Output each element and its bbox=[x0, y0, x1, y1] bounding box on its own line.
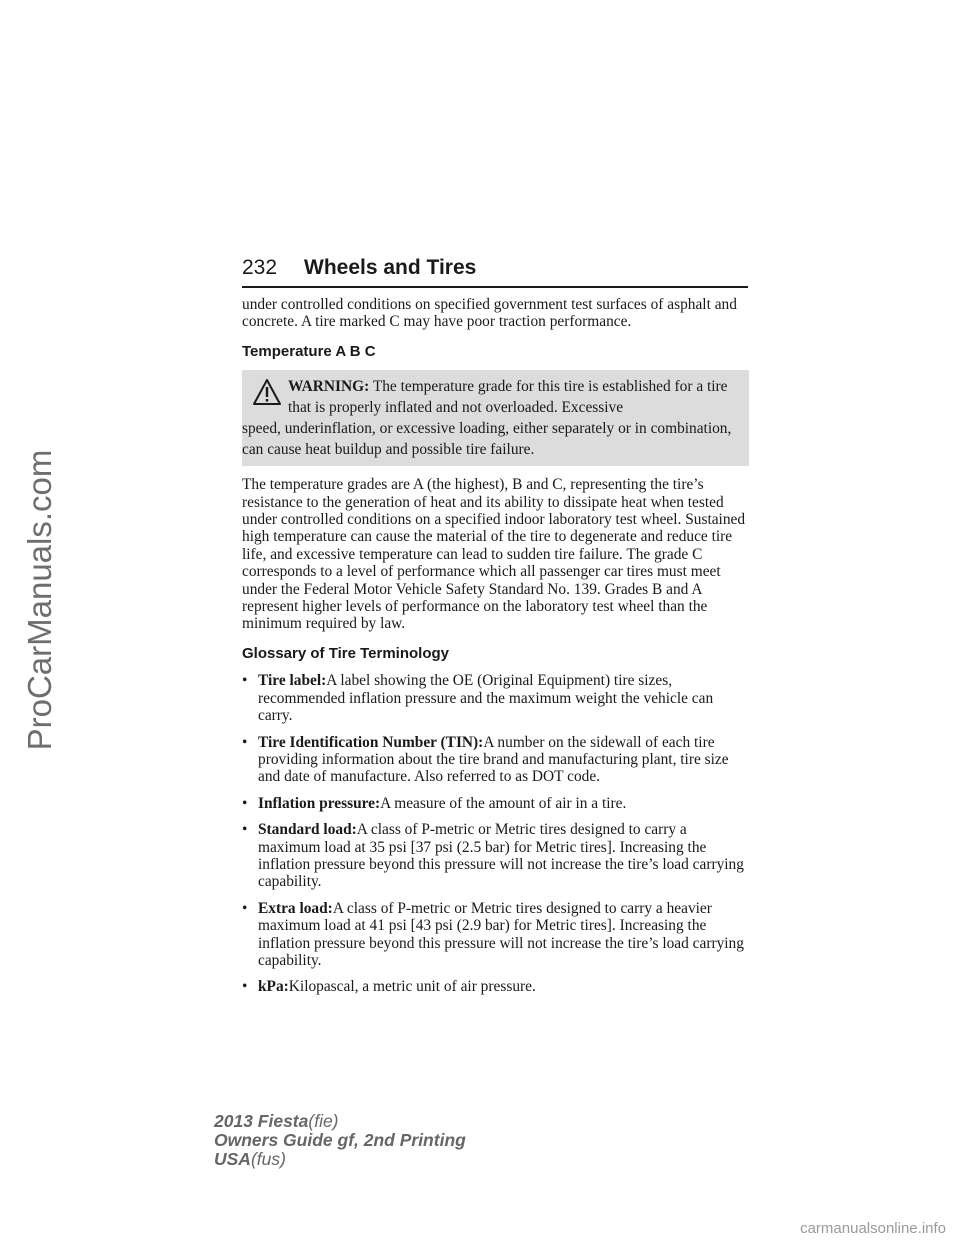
footer-model: 2013 Fiesta bbox=[214, 1111, 309, 1131]
glossary-heading: Glossary of Tire Terminology bbox=[242, 644, 449, 662]
watermark: ProCarManuals.com bbox=[21, 449, 58, 751]
page-number: 232 bbox=[242, 256, 278, 279]
warning-first-lines bbox=[242, 376, 743, 418]
glossary-term: Tire Identification Number (TIN): bbox=[258, 733, 484, 751]
glossary-term: Extra load: bbox=[258, 899, 333, 917]
footer-market-code: (fus) bbox=[250, 1149, 286, 1169]
footer-line-2: Owners Guide gf, 2nd Printing bbox=[214, 1130, 466, 1150]
glossary-definition: A class of P-metric or Metric tires designed to carry a maximum load at 35 psi [37 psi (2.5 bar) for Metric tires]. Increasing the inflation pressure beyond this pressure will not increase the tire’s load carrying capability. bbox=[258, 821, 744, 891]
glossary-definition: A number on the sidewall of each tire providing information about the tire brand and manufacturing plant, tire size and date of manufacture. Also referred to as DOT code. bbox=[258, 733, 729, 786]
glossary-term: Inflation pressure: bbox=[258, 794, 381, 812]
footer-line-3 bbox=[214, 1150, 466, 1169]
list-item bbox=[242, 734, 749, 786]
temperature-body: The temperature grades are A (the highest), B and C, representing the tire’s resistance to the generation of heat and its ability to dissipate heat when tested under controlled conditions on a specified indoor laboratory test wheel. Sustained high temperature can cause the material of the tire to degenerate and reduce tire life, and excessive temperature can lead to sudden tire failure. The grade C corresponds to a level of performance which all passenger car tires must meet under the Federal Motor Vehicle Safety Standard No. 139. Grades B and A represent higher levels of performance on the laboratory test wheel than the minimum required by law. bbox=[242, 476, 746, 633]
bullet-icon: • bbox=[242, 733, 248, 751]
intro-paragraph: under controlled conditions on specified government test surfaces of asphalt and concrete. A tire marked C may have poor traction performance. bbox=[242, 296, 737, 331]
list-item bbox=[242, 821, 749, 891]
glossary-definition: Kilopascal, a metric unit of air pressure. bbox=[288, 978, 536, 996]
warning-text-first: The temperature grade for this tire is established for a tire that is properly inflated and not overloaded. Excessive bbox=[288, 378, 728, 417]
warning-label: WARNING: bbox=[288, 378, 370, 396]
footer-line-1 bbox=[214, 1112, 466, 1131]
section-title: Wheels and Tires bbox=[304, 256, 477, 279]
glossary-definition: A label showing the OE (Original Equipment) tire sizes, recommended inflation pressure and the maximum weight the vehicle can carry. bbox=[258, 672, 714, 725]
warning-box bbox=[242, 370, 749, 466]
glossary-definition: A class of P-metric or Metric tires designed to carry a heavier maximum load at 41 psi [43 psi (2.9 bar) for Metric tires]. Increasing the inflation pressure beyond this pressure will not increase the tire’s load carrying capability. bbox=[258, 899, 744, 969]
temperature-heading: Temperature A B C bbox=[242, 342, 376, 360]
site-mark[interactable]: carmanualsonline.info bbox=[800, 1220, 946, 1237]
glossary-term: kPa: bbox=[258, 978, 289, 996]
page-header bbox=[242, 256, 748, 290]
header-rule bbox=[242, 286, 748, 288]
list-item bbox=[242, 900, 749, 970]
list-item bbox=[242, 672, 749, 724]
glossary-term: Tire label: bbox=[258, 672, 327, 690]
glossary-term: Standard load: bbox=[258, 821, 357, 839]
list-item bbox=[242, 795, 749, 812]
footer-model-code: (fie) bbox=[308, 1111, 339, 1131]
bullet-icon: • bbox=[242, 899, 248, 917]
list-item bbox=[242, 978, 749, 995]
bullet-icon: • bbox=[242, 821, 248, 839]
bullet-icon: • bbox=[242, 978, 248, 996]
glossary-list bbox=[242, 672, 749, 996]
glossary-definition: A measure of the amount of air in a tire. bbox=[380, 794, 627, 812]
bullet-icon: • bbox=[242, 794, 248, 812]
bullet-icon: • bbox=[242, 672, 248, 690]
page-content bbox=[242, 296, 749, 1005]
footer-market: USA bbox=[214, 1149, 251, 1169]
warning-triangle-icon bbox=[252, 378, 282, 406]
warning-text-rest: speed, underinflation, or excessive loading, either separately or in combination, can cause heat buildup and possible tire failure. bbox=[242, 420, 732, 459]
footer bbox=[214, 1112, 466, 1169]
